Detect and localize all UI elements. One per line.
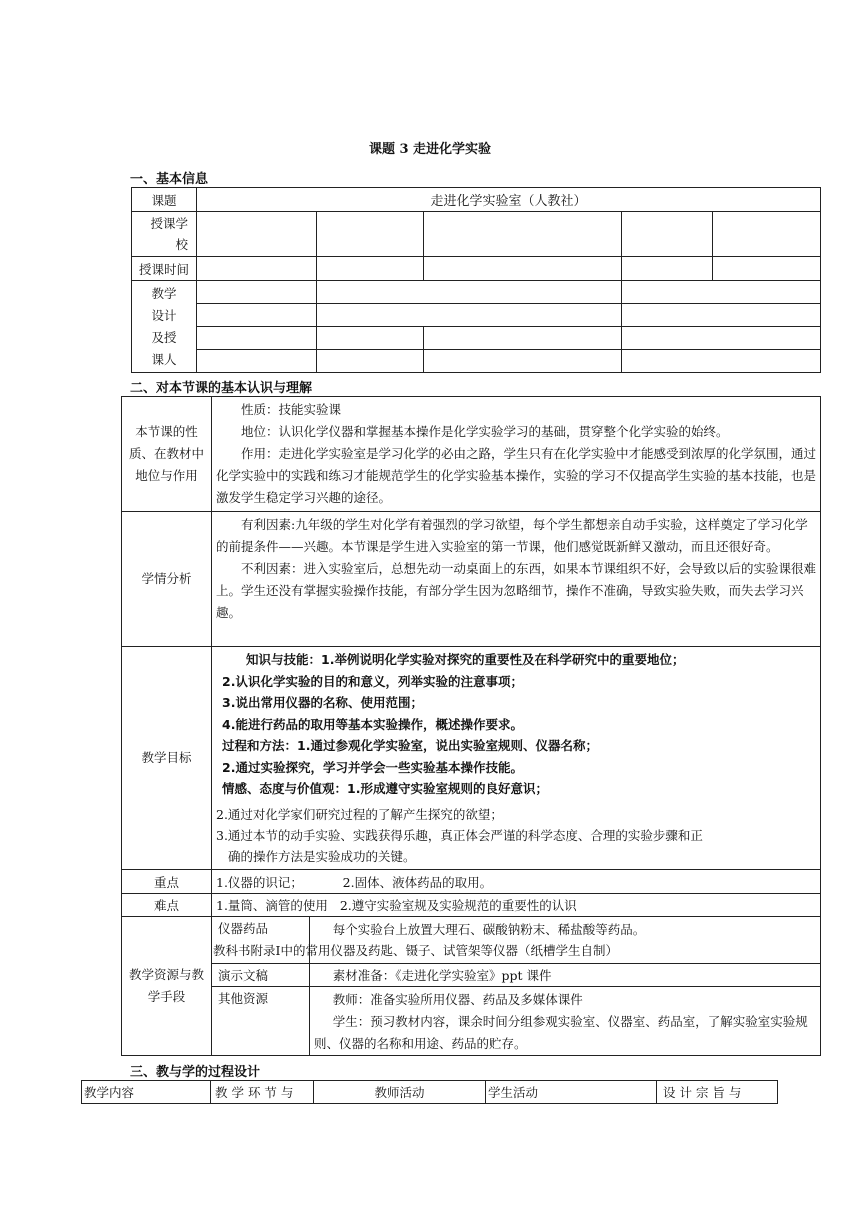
goal-line: 情感、态度与价值观：1.形成遵守实验室规则的良好意识； [222,781,548,796]
resource-type-label: 其他资源 [212,987,310,1056]
nature-line: 作用：走进化学实验室是学习化学的必由之路，学生只有在化学实验中才能感受到浓厚的化学氛围，通过化学实验中的实践和练习才能规范学生的化学实验基本操作，实验的学习不仅提高学生实验的基本技能，也是激发学生稳定学习兴趣的途径。 [216,446,817,505]
designer-label: 教学设计及授课人 [132,281,197,373]
key-label: 重点 [122,870,212,894]
designer-cell [197,327,317,350]
nature-content [212,397,821,512]
school-label [132,212,197,257]
resource-type-label: 演示文稿 [212,964,310,987]
resource-line: 教科书附录Ⅰ中的常用仪器及药匙、镊子、试管架等仪器（纸槽学生自制） [213,943,618,958]
goal-line: 过程和方法：1.通过参观化学实验室，说出实验室规则、仪器名称； [222,738,598,753]
designer-cell [317,350,424,373]
goal-line: 2.认识化学实验的目的和意义，列举实验的注意事项； [222,673,523,689]
process-header-cell: 学生活动 [486,1081,657,1104]
topic-value: 走进化学实验室（人教社） [197,188,821,212]
goal-line: 3.通过本节的动手实验、实践获得乐趣，真正体会严谨的科学态度、合理的实验步骤和正 [216,827,703,843]
goal-line: 2.通过实验探究，学习并学会一些实验基本操作技能。 [222,759,523,775]
resource-line: 教师：准备实验所用仪器、药品及多媒体课件 [332,992,583,1007]
process-header-cell: 教 学 环 节 与 [211,1081,314,1104]
school-cell [197,212,317,257]
time-cell [317,257,424,281]
designer-cell [197,304,317,327]
situation-line: 不利因素：进入实验室后，总想先动一动桌面上的东西，如果本节课组织不好，会导致以后的实验课很难上。学生还没有掌握实验操作技能，有部分学生因为忽略细节，操作不准确，导致实验失败，而失去学习兴趣。 [216,561,817,620]
resources-label: 教学资源与教学手段 [122,917,212,1056]
school-cell [713,212,821,257]
goals-content [212,647,821,870]
designer-cell [622,304,821,327]
goal-line: 确的操作方法是实验成功的关键。 [228,848,416,864]
document-title: 课题 3 走进化学实验 [368,142,492,157]
designer-cell [424,327,622,350]
goal-line: 3.说出常用仪器的名称、使用范围； [222,695,423,710]
designer-cell [424,350,622,373]
goal-line: 2.通过对化学家们研究过程的了解产生探究的欲望； [216,806,503,822]
topic-label: 课题 [132,188,197,212]
resource-line: 每个实验台上放置大理石、碳酸钠粉末、稀盐酸等药品。 [332,922,646,937]
designer-cell [622,281,821,304]
school-cell [424,212,622,257]
nature-label: 本节课的性质、在教材中地位与作用 [122,397,212,512]
resource-line: 素材准备：《走进化学实验室》ppt 课件 [310,964,821,987]
difficulty-label: 难点 [122,894,212,917]
time-cell [197,257,317,281]
difficulty-content: 1.量筒、滴管的使用 2.遵守实验室规及实验规范的重要性的认识 [212,894,821,917]
school-label-text: 授课学校 [150,216,188,252]
process-table [81,1080,778,1104]
situation-line: 有利因素:九年级的学生对化学有着强烈的学习欲望，每个学生都想亲自动手实验，这样奠定了学习化学的前提条件——兴趣。本节课是学生进入实验室的第一节课，他们感觉既新鲜又激动，而且还很好奇。 [216,517,808,554]
process-header-cell: 教学内容 [82,1081,211,1104]
designer-cell [622,327,821,350]
section-understanding-heading: 二、对本节课的基本认识与理解 [130,381,313,396]
resource-content [310,987,821,1056]
designer-cell [622,350,821,373]
designer-cell [197,281,317,304]
resource-type-label: 仪器药品 [212,917,310,964]
nature-line: 性质：技能实验课 [241,402,342,417]
designer-cell [317,304,622,327]
situation-label: 学情分析 [122,512,212,647]
basic-info-table [131,187,821,373]
section-process-heading: 三、教与学的过程设计 [130,1065,261,1080]
time-cell [713,257,821,281]
designer-cell [317,281,622,304]
understanding-table [121,396,821,1056]
key-content: 1.仪器的识记； 2.固体、液体药品的取用。 [212,870,821,894]
designer-cell [317,327,424,350]
school-cell [317,212,424,257]
school-cell [622,212,713,257]
time-cell [424,257,622,281]
time-cell [622,257,713,281]
resource-line: 学生：预习教材内容，课余时间分组参观实验室、仪器室、药品室，了解实验室实验规则、仪器的名称和用途、药品的贮存。 [314,1014,808,1051]
process-header-cell: 设 计 宗 旨 与 [657,1081,778,1104]
designer-cell [197,350,317,373]
nature-line: 地位：认识化学仪器和掌握基本操作是化学实验学习的基础，贯穿整个化学实验的始终。 [241,424,729,439]
process-header-cell: 教师活动 [314,1081,486,1104]
time-label: 授课时间 [132,257,197,281]
situation-content [212,512,821,647]
goals-label: 教学目标 [122,647,212,870]
goal-line: 4.能进行药品的取用等基本实验操作，概述操作要求。 [222,716,523,732]
section-basic-info-heading: 一、基本信息 [130,172,209,187]
goal-line: 知识与技能：1.举例说明化学实验对探究的重要性及在科学研究中的重要地位； [246,652,685,667]
